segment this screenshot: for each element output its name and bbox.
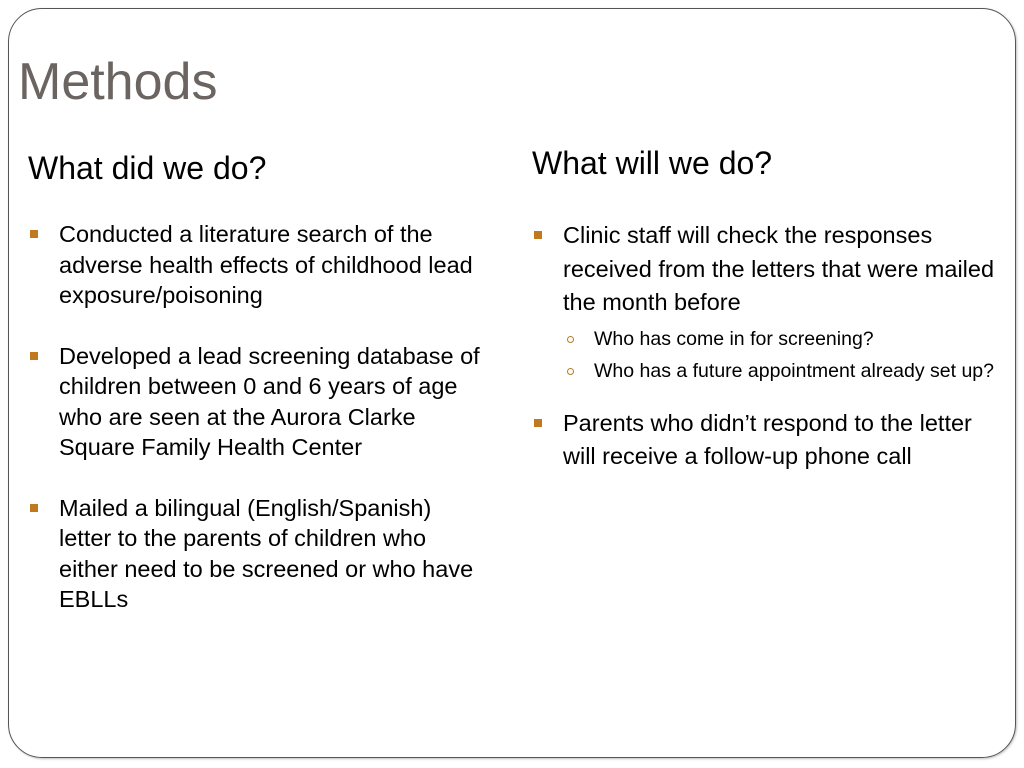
right-bullet-list xyxy=(532,219,1002,474)
square-bullet-icon xyxy=(30,352,38,360)
bullet-text: Developed a lead screening database of children between 0 and 6 years of age who are seen at the Aurora Clarke Square Family Health Center xyxy=(59,342,480,460)
left-column-heading: What did we do? xyxy=(28,150,267,186)
right-column-heading: What will we do? xyxy=(532,145,773,181)
slide-title: Methods xyxy=(18,53,218,111)
left-bullet-list xyxy=(28,219,488,645)
list-item xyxy=(532,407,1002,474)
square-bullet-icon xyxy=(534,231,542,239)
list-item xyxy=(28,219,488,311)
bullet-text: Clinic staff will check the responses received from the letters that were mailed the month before xyxy=(563,222,995,315)
sub-bullet-text: Who has come in for screening? xyxy=(594,327,874,350)
sub-list-item xyxy=(563,326,1002,353)
sub-list-item xyxy=(563,358,1002,385)
bullet-text: Parents who didn’t respond to the letter will receive a follow-up phone call xyxy=(563,409,972,469)
bullet-text: Mailed a bilingual (English/Spanish) letter to the parents of children who either need to be screened or who have EBLLs xyxy=(59,494,474,612)
circle-bullet-icon xyxy=(567,336,574,343)
sub-bullet-list xyxy=(563,326,1002,385)
list-item xyxy=(28,341,488,463)
circle-bullet-icon xyxy=(567,368,574,375)
sub-bullet-text: Who has a future appointment already set up? xyxy=(594,359,994,382)
list-item xyxy=(532,219,1002,385)
square-bullet-icon xyxy=(30,230,38,238)
list-item xyxy=(28,493,488,615)
square-bullet-icon xyxy=(30,504,38,512)
square-bullet-icon xyxy=(534,419,542,427)
bullet-text: Conducted a literature search of the adverse health effects of childhood lead exposure/poisoning xyxy=(59,221,473,308)
